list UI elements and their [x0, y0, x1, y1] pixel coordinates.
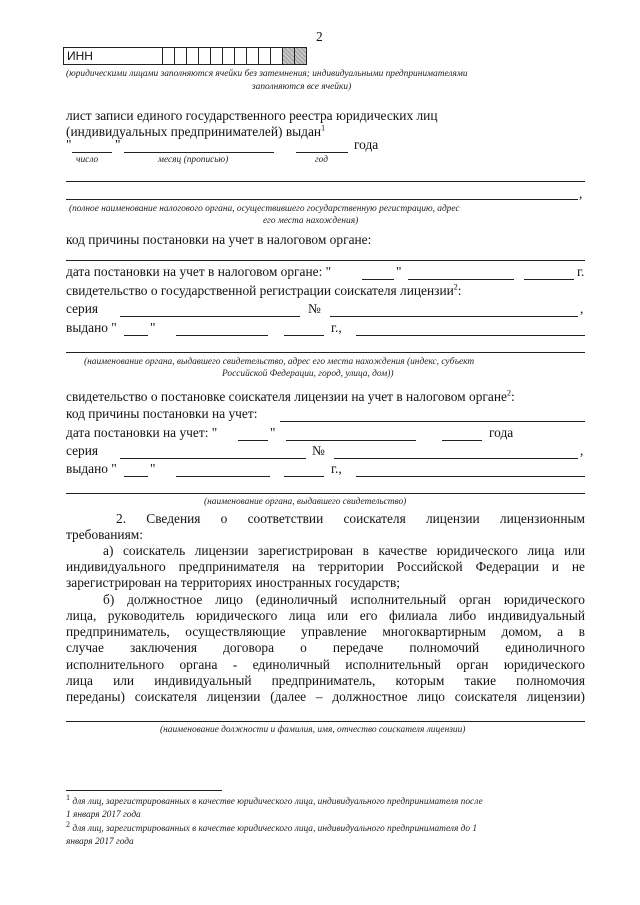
footnote-2-text: для лиц, зарегистрированных в качестве юридического лица, индивидуального предпринимателя до 1: [70, 824, 478, 834]
cert-tax-issuer-field[interactable]: [66, 493, 585, 494]
egr-day-field[interactable]: [72, 152, 112, 153]
tax-authority-caption: его места нахождения): [263, 216, 359, 226]
tax-reg-year-field[interactable]: [524, 279, 574, 280]
inn-digit-cell[interactable]: [271, 47, 283, 65]
inn-digit-cell[interactable]: [247, 47, 259, 65]
clause-b-text: предприниматель, осуществляющие управление многоквартирным домом, а в: [66, 624, 585, 639]
inn-digit-cell[interactable]: [163, 47, 175, 65]
section2-heading: 2. Сведения о соответствии соискателя лицензии лицензионным: [116, 511, 585, 526]
egr-day-quote: ": [66, 137, 72, 152]
page-number: 2: [316, 29, 323, 44]
cert-reg-issuer-field[interactable]: [356, 335, 585, 336]
cert-tax-label: [66, 389, 515, 405]
footnote-2-cont: января 2017 года: [66, 837, 134, 847]
inn-note: (юридическими лицами заполняются ячейки без затемнения; индивидуальными предпринимателями: [66, 69, 468, 79]
clause-b-text: случае заключения договора о передаче полномочий единоличного: [66, 640, 585, 655]
inn-digit-cell[interactable]: [283, 47, 295, 65]
tax-authority-caption: (полное наименование налогового органа, осуществившего государственную регистрацию, адрес: [69, 204, 460, 214]
inn-cell-row: [63, 47, 307, 65]
cert-reg-caption: (наименование органа, выдавшего свидетельство, адрес его места нахождения (индекс, субъект: [84, 357, 475, 367]
cert-tax-year-field[interactable]: [442, 440, 482, 441]
egr-text: [66, 124, 325, 140]
egr-day-quote: ": [115, 137, 121, 152]
footnote-ref: 2: [506, 388, 511, 398]
cert-tax-issue-year-field[interactable]: [284, 476, 324, 477]
colon: :: [457, 283, 462, 298]
footnote-ref: 1: [321, 123, 326, 133]
year-word: года: [489, 425, 514, 440]
quote: ": [150, 461, 156, 476]
caption-day: число: [76, 155, 99, 165]
series-label: серия: [66, 443, 99, 458]
egr-year-field[interactable]: [296, 152, 348, 153]
inn-note: заполняются все ячейки): [252, 82, 352, 92]
clause-b-text: исполнительного органа - единоличный исполнительный орган юридического: [66, 657, 585, 672]
clause-b-text: лица или индивидуальный предприниматель, которым такие полномочия: [66, 673, 585, 688]
cert-tax-kpp-label: код причины постановки на учет:: [66, 406, 258, 421]
tax-authority-field[interactable]: [66, 181, 585, 182]
cert-tax-series-field[interactable]: [120, 458, 306, 459]
footnote-2: [66, 819, 478, 835]
cert-tax-date-label: дата постановки на учет: ": [66, 425, 218, 440]
cert-reg-number-field[interactable]: [330, 316, 578, 317]
tax-reg-month-field[interactable]: [408, 279, 514, 280]
year-abbr: г.,: [331, 461, 342, 476]
clause-b-text: б) должностное лицо (единоличный исполнительный орган юридического: [103, 592, 585, 607]
clause-b-text: переданы) соискателя лицензии (далее – должностное лицо соискателя лицензии): [66, 689, 585, 704]
comma: ,: [580, 301, 584, 316]
clause-b-text: лица, руководитель юридического лица или его филиала либо индивидуальный: [66, 608, 585, 623]
footnote-1: [66, 792, 483, 808]
quote: ": [150, 320, 156, 335]
footnote-ref: 2: [453, 282, 458, 292]
caption-year: год: [315, 155, 328, 165]
inn-digit-cell[interactable]: [199, 47, 211, 65]
cert-tax-number-field[interactable]: [334, 458, 578, 459]
colon: :: [510, 389, 515, 404]
inn-digit-cell[interactable]: [211, 47, 223, 65]
inn-digit-cell[interactable]: [259, 47, 271, 65]
footnote-2-mark: 2: [66, 819, 70, 829]
cert-reg-day-field[interactable]: [124, 335, 148, 336]
cert-tax-month-field[interactable]: [286, 440, 416, 441]
cert-reg-caption: Российской Федерации, город, улица, дом)): [222, 369, 394, 379]
issued-label: выдано ": [66, 320, 117, 335]
cert-reg-month-field[interactable]: [176, 335, 268, 336]
tax-reg-day-quote: ": [396, 264, 402, 279]
egr-year-word: года: [354, 137, 379, 152]
egr-text-line: (индивидуальных предпринимателей) выдан: [66, 124, 322, 139]
tax-authority-field[interactable]: [66, 199, 578, 200]
year-abbr: г.,: [331, 320, 342, 335]
footnote-separator: [66, 790, 222, 791]
cert-reg-issuer-field[interactable]: [66, 352, 585, 353]
egr-month-field[interactable]: [124, 152, 274, 153]
official-name-caption: (наименование должности и фамилия, имя, отчество соискателя лицензии): [160, 725, 466, 735]
cert-tax-caption: (наименование органа, выдавшего свидетельство): [204, 497, 407, 507]
tax-reg-year-abbr: г.: [577, 264, 585, 279]
cert-tax-day-field[interactable]: [238, 440, 268, 441]
official-name-field[interactable]: [66, 721, 585, 722]
egr-text: лист записи единого государственного реестра юридических лиц: [66, 108, 438, 123]
cert-tax-issue-day-field[interactable]: [124, 476, 148, 477]
footnote-1-mark: 1: [66, 792, 70, 802]
footnote-1-text: для лиц, зарегистрированных в качестве юридического лица, индивидуального предпринимателя после: [70, 797, 483, 807]
inn-digit-cell[interactable]: [295, 47, 307, 65]
tax-reg-date-label: дата постановки на учет в налоговом органе: ": [66, 264, 332, 279]
cert-tax-text: свидетельство о постановке соискателя лицензии на учет в налоговом органе: [66, 389, 507, 404]
quote: ": [270, 425, 276, 440]
inn-digit-cell[interactable]: [235, 47, 247, 65]
clause-a-text: индивидуального предпринимателя на территории Российской Федерации и не: [66, 559, 585, 574]
cert-tax-issuer-field[interactable]: [356, 476, 585, 477]
cert-tax-issue-month-field[interactable]: [176, 476, 270, 477]
series-label: серия: [66, 301, 99, 316]
inn-digit-cell[interactable]: [187, 47, 199, 65]
cert-registration-label: [66, 283, 462, 299]
cert-tax-kpp-field[interactable]: [280, 421, 585, 422]
section2-heading-cont: требованиям:: [66, 527, 143, 542]
inn-digit-cell[interactable]: [223, 47, 235, 65]
number-label: №: [312, 443, 325, 458]
kpp-field[interactable]: [66, 260, 585, 261]
cert-registration-text: свидетельство о государственной регистрации соискателя лицензии: [66, 283, 454, 298]
inn-label: ИНН: [63, 47, 163, 65]
inn-digit-cell[interactable]: [175, 47, 187, 65]
caption-month: месяц (прописью): [158, 155, 229, 165]
footnote-1-cont: 1 января 2017 года: [66, 810, 141, 820]
cert-reg-year-field[interactable]: [284, 335, 324, 336]
kpp-label: код причины постановки на учет в налоговом органе:: [66, 232, 372, 247]
comma: ,: [580, 443, 584, 458]
number-label: №: [308, 301, 321, 316]
clause-a-text: зарегистрирован на территориях иностранных государств;: [66, 575, 401, 590]
clause-a-text: а) соискатель лицензии зарегистрирован в качестве юридического лица или: [103, 543, 585, 558]
issued-label: выдано ": [66, 461, 117, 476]
comma: ,: [579, 186, 583, 201]
cert-reg-series-field[interactable]: [120, 316, 300, 317]
tax-reg-day-field[interactable]: [362, 279, 394, 280]
